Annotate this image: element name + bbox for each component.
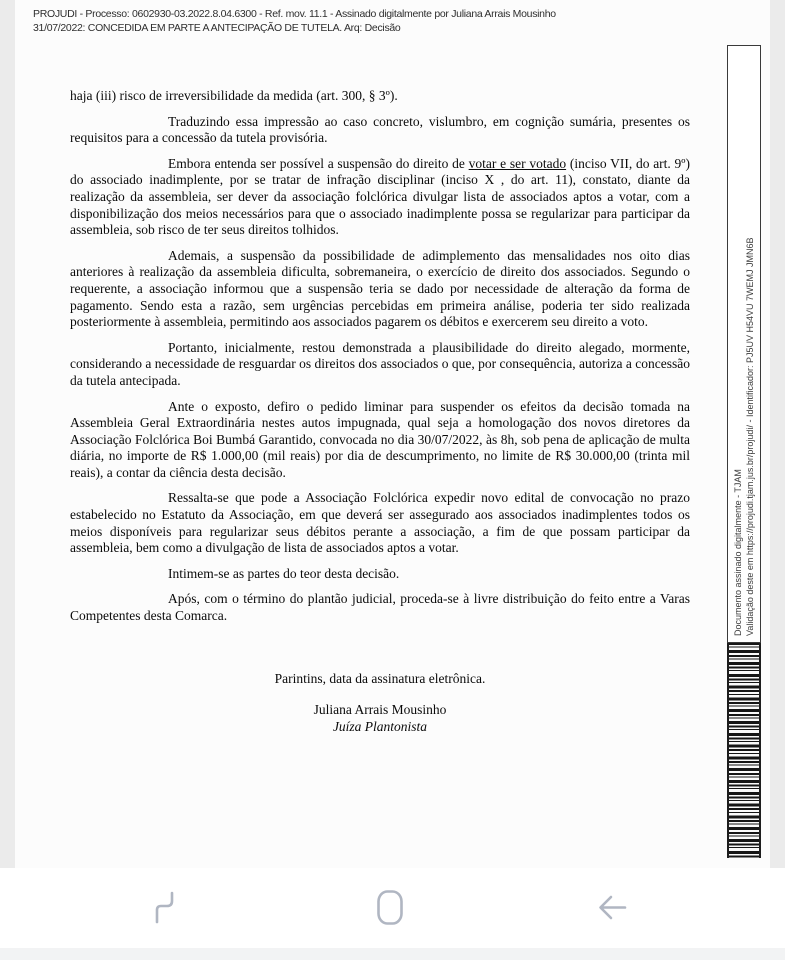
paragraph-ademais: Ademais, a suspensão da possibilidade de adimplemento das mensalidades nos oito dias anteriores à realização da assembleia dificulta, sobremaneira, o exercício de direito dos associados. Segundo o requerente, a associação informou que a suspensão teria se dado por necessidade de alteração da forma de pagamento. Sendo esta a razão, sem urgências percebidas em primeira análise, poderia ter sido realizada posteriormente à assembleia, permitindo aos associados pagarem os débitos e exercerem seu direito a voto. xyxy=(70,247,690,330)
decision-body xyxy=(70,88,690,735)
signature-place-line: Parintins, data da assinatura eletrônica. xyxy=(274,670,486,686)
paragraph-ante-o-exposto: Ante o exposto, defiro o pedido liminar para suspender os efeitos da decisão tomada na Assembleia Geral Extraordinária nestes autos impugnada, qual seja a homologação dos novos diretores da Associação Folclórica Boi Bumbá Garantido, convocada no dia 30/07/2022, às 8h, sob pena de aplicação de multa diária, no importe de R$ 1.000,00 (mil reais) por dia de descumprimento, no limite de R$ 30.000,00 (trinta mil reais), a contar da ciência desta decisão. xyxy=(70,398,690,480)
paragraph-irreversibilidade: haja (iii) risco de irreversibilidade da medida (art. 300, § 3º). xyxy=(70,88,398,103)
stamp-line1: Documento assinado digitalmente - TJAM xyxy=(733,469,743,636)
projudi-header-line2: 31/07/2022: CONCEDIDA EM PARTE A ANTECIPAÇÃO DE TUTELA. Arq: Decisão xyxy=(33,22,401,34)
projudi-header-line1: PROJUDI - Processo: 0602930-03.2022.8.04.6300 - Ref. mov. 11.1 - Assinado digitalmente por Juliana Arrais Mousinho xyxy=(33,8,556,20)
paragraph-apos: Após, com o término do plantão judicial, proceda-se à livre distribuição do feito entre a Varas Competentes desta Comarca. xyxy=(70,591,690,624)
document-page xyxy=(15,0,770,868)
recents-icon xyxy=(143,886,187,930)
paragraph-intimem-se: Intimem-se as partes do teor desta decisão. xyxy=(168,565,400,581)
stamp-line2: Validação deste em https://projudi.tjam.jus.br/projudi/ - Identificador: PJ5UV H54VU 7WEMJ JMN6B xyxy=(744,237,755,636)
signature-name: Juliana Arrais Mousinho xyxy=(313,702,447,718)
signature-role: Juíza Plantonista xyxy=(332,718,428,734)
digital-signature-stamp xyxy=(727,45,761,643)
paragraph-embora xyxy=(70,156,690,239)
paragraph-ressalta-se: Ressalta-se que pode a Associação Folclórica expedir novo edital de convocação no prazo estabelecido no Estatuto da Associação, em que deverá ser assegurado aos associados inadimplentes todos os meios disponíveis para regularizar seus débitos perante a associação, a fim de que possam participar da assembleia, bem como a divulgação de lista de associados aptos a votar. xyxy=(70,490,690,556)
back-icon xyxy=(590,886,634,930)
paragraph-traduzindo: Traduzindo essa impressão ao caso concreto, vislumbro, em cognição sumária, presentes os requisitos para a concessão da tutela provisória. xyxy=(70,113,690,146)
screen-bottom-strip xyxy=(0,948,785,960)
projudi-header xyxy=(33,7,740,35)
paragraph-portanto: Portanto, inicialmente, restou demonstrada a plausibilidade do direito alegado, mormente, considerando a necessidade de resguardar os direitos dos associados o que, por consequência, autoriza a concessão da tutela antecipada. xyxy=(70,339,690,388)
android-navigation-bar xyxy=(0,868,785,948)
paragraph-embora-pre: Embora entenda ser possível a suspensão do direito de xyxy=(168,155,469,171)
recents-button[interactable] xyxy=(141,884,189,932)
stamp-vertical-text xyxy=(728,46,762,642)
home-icon xyxy=(368,886,412,930)
underlined-votar-e-ser-votado: votar e ser votado xyxy=(468,155,567,171)
paragraph-embora-post: (inciso VII, do art. 9º) do associado inadimplente, por se tratar de infração disciplinar (inciso X , do art. 11), constato, diante da realização da assembleia, ser dever da associação folclórica divulgar lista de associados aptos a votar, com a disponibilização dos meios necessários para que o associado inadimplente possa se regularizar para participar da assembleia, sob risco de ter seus direitos tolhidos. xyxy=(70,155,690,238)
back-button[interactable] xyxy=(588,884,636,932)
home-button[interactable] xyxy=(366,884,414,932)
validation-barcode xyxy=(727,643,761,858)
